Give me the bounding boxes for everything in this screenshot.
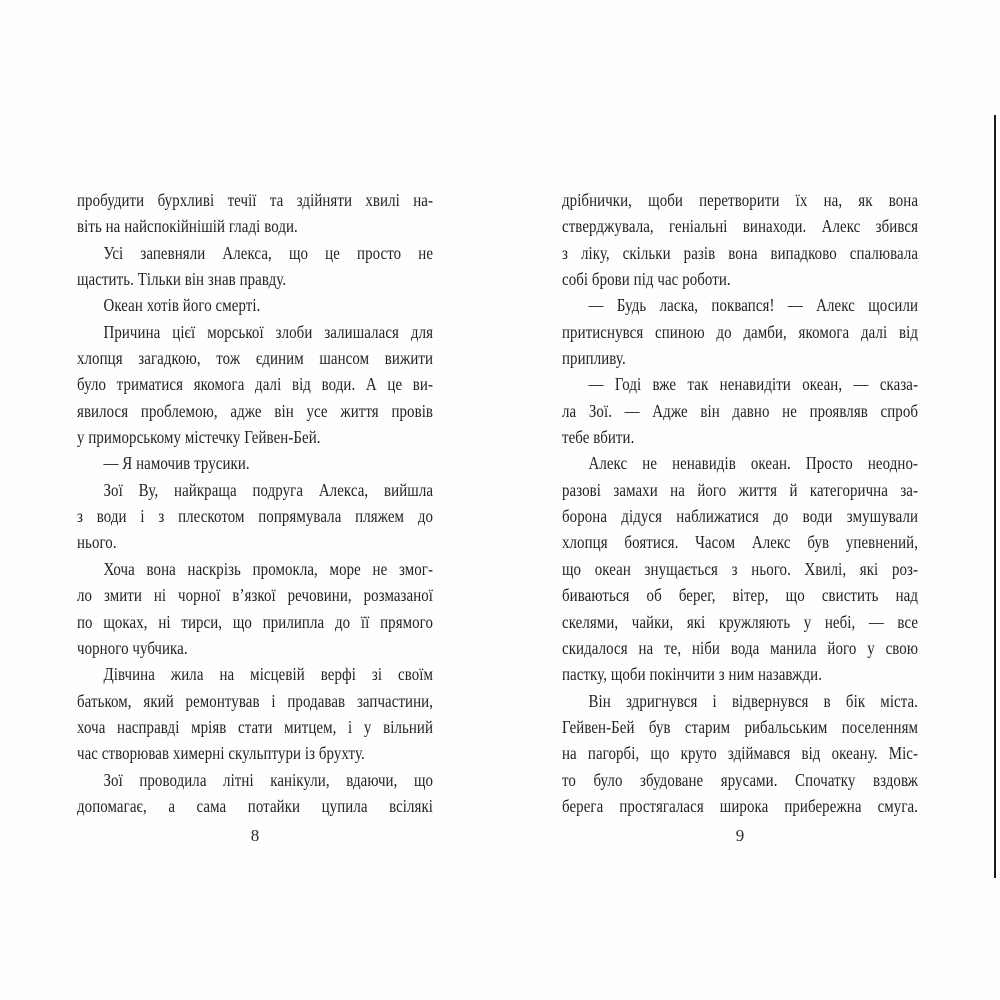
text-line: Океан хотів його смерті. bbox=[103, 295, 261, 316]
text-line: чорного чубчика. bbox=[77, 637, 188, 658]
text-line: пастку, щоби покінчити з ним назавжди. bbox=[562, 664, 823, 685]
text-line: собі брови під час роботи. bbox=[562, 269, 731, 290]
page-right-text bbox=[562, 187, 918, 819]
text-line: дрібнички, щоби перетворити їх на, як вона bbox=[562, 190, 919, 210]
text-line: ла Зої. — Адже він давно не проявляв спроб bbox=[562, 400, 919, 421]
page-edge-line bbox=[994, 115, 996, 878]
text-line: нього. bbox=[77, 532, 117, 553]
text-line: припливу. bbox=[562, 348, 626, 369]
text-line: берега простягалася широка прибережна смуга. bbox=[562, 795, 919, 816]
page-left-text bbox=[77, 187, 433, 819]
text-line: Зої Ву, найкраща подруга Алекса, вийшла bbox=[103, 479, 434, 500]
text-line: тебе вбити. bbox=[562, 427, 635, 448]
text-line: з води і з плескотом попрямувала пляжем до bbox=[77, 506, 434, 527]
text-line: биваються об берег, вітер, що свистить над bbox=[562, 585, 919, 606]
text-line: — Годі вже так ненавидіти океан, — сказа- bbox=[588, 374, 919, 395]
text-line: скелями, чайки, які кружляють у небі, — все bbox=[562, 611, 919, 632]
text-line: борона дідуся наближатися до води змушували bbox=[562, 506, 919, 527]
text-line: по щоках, ні тирси, що прилипла до її прямого bbox=[77, 611, 434, 632]
text-line: пробудити бурхливі течії та здійняти хвилі на- bbox=[77, 190, 434, 210]
text-line: Зої проводила літні канікули, вдаючи, що bbox=[103, 769, 434, 790]
text-line: було триматися якомога далі від води. А це ви- bbox=[77, 374, 434, 395]
text-line: у приморському містечку Гейвен-Бей. bbox=[77, 427, 321, 448]
text-line: віть на найспокійнішій гладі води. bbox=[77, 216, 298, 237]
text-line: час створював химерні скульптури із брухту. bbox=[77, 743, 365, 764]
text-line: що океан знущається з нього. Хвилі, які роз- bbox=[562, 558, 919, 579]
text-line: Він здригнувся і відвернувся в бік міста. bbox=[588, 690, 919, 711]
text-line: щастить. Тільки він знав правду. bbox=[77, 269, 287, 290]
text-line: допомагає, а сама потайки цупила всілякі bbox=[77, 795, 434, 816]
text-line: хоча насправді мріяв стати митцем, і у вільний bbox=[77, 716, 434, 737]
text-line: — Будь ласка, поквапся! — Алекс щосили bbox=[588, 295, 919, 316]
page-number-left: 8 bbox=[250, 826, 260, 845]
text-line: хлопця загадкою, тож єдиним шансом вижити bbox=[77, 348, 434, 369]
text-line: хлопця боятися. Часом Алекс був упевнений, bbox=[562, 532, 919, 553]
text-line: Гейвен-Бей був старим рибальським поселенням bbox=[562, 716, 919, 737]
text-line: то було збудоване ярусами. Спочатку вздовж bbox=[562, 769, 919, 790]
text-line: — Я намочив трусики. bbox=[103, 453, 250, 474]
text-line: притиснувся спиною до дамби, якомога далі від bbox=[562, 321, 919, 342]
text-line: з ліку, скільки разів вона випадково спалювала bbox=[562, 242, 919, 263]
text-line: разові замахи на його життя й категорична за- bbox=[562, 479, 919, 500]
text-line: ло змити ні чорної в’язкої речовини, розмазаної bbox=[77, 585, 434, 606]
text-line: стверджувала, геніальні винаходи. Алекс збився bbox=[562, 216, 919, 237]
text-line: явилося проблемою, адже він усе життя провів bbox=[77, 400, 434, 421]
text-line: Усі запевняли Алекса, що це просто не bbox=[103, 242, 434, 263]
text-line: на пагорбі, що круто здіймався від океану. Міс- bbox=[562, 743, 919, 764]
text-line: батьком, який ремонтував і продавав запчастини, bbox=[77, 690, 434, 711]
text-line: Причина цієї морської злоби залишалася для bbox=[103, 321, 434, 342]
text-line: Хоча вона наскрізь промокла, море не змог- bbox=[103, 558, 434, 579]
page-number-right: 9 bbox=[735, 826, 745, 845]
text-line: Дівчина жила на місцевій верфі зі своїм bbox=[103, 664, 434, 685]
text-line: скидалося на те, ніби вода манила його у свою bbox=[562, 637, 919, 658]
text-line: Алекс не ненавидів океан. Просто неодно- bbox=[588, 453, 919, 474]
